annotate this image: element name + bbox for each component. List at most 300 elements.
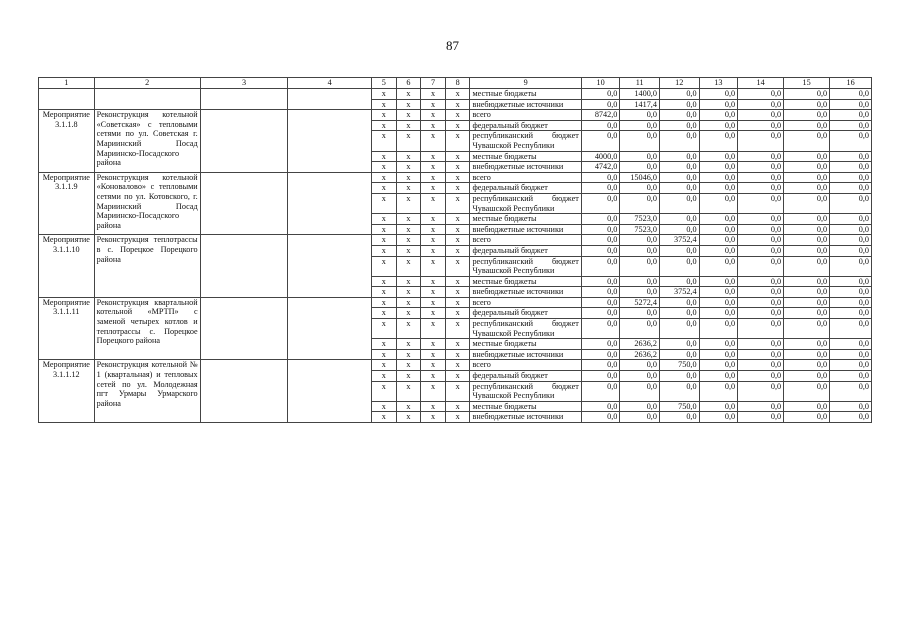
funding-source-cell: республиканский бюджет Чувашской Республики: [470, 193, 581, 213]
funding-source-cell: федеральный бюджет: [470, 371, 581, 382]
amount-cell: 0,0: [830, 308, 872, 319]
amount-cell: 0,0: [659, 381, 699, 401]
amount-cell: 0,0: [581, 256, 620, 276]
activity-cell: Мероприятие 3.1.1.8: [39, 110, 95, 173]
amount-cell: 0,0: [738, 131, 784, 151]
amount-cell: 0,0: [581, 245, 620, 256]
amount-cell: 0,0: [699, 308, 738, 319]
amount-cell: 0,0: [581, 412, 620, 423]
code-cell: x: [396, 151, 421, 162]
amount-cell: 0,0: [738, 120, 784, 131]
amount-cell: 0,0: [581, 89, 620, 100]
amount-cell: 0,0: [738, 256, 784, 276]
amount-cell: 0,0: [784, 401, 830, 412]
table-row: [39, 89, 872, 100]
code-cell: x: [445, 349, 470, 360]
code-cell: x: [371, 339, 396, 350]
amount-cell: 0,0: [699, 120, 738, 131]
amount-cell: 0,0: [738, 381, 784, 401]
code-cell: x: [396, 401, 421, 412]
description-cell: Реконструкция котельной № 1 (квартальная) и тепловых сетей по ул. Молодежная пгт Урмары Урмарского района: [94, 360, 200, 423]
code-cell: x: [445, 319, 470, 339]
code-cell: x: [396, 297, 421, 308]
page-number: 87: [446, 38, 459, 53]
amount-cell: 0,0: [784, 297, 830, 308]
amount-cell: 0,0: [699, 193, 738, 213]
amount-cell: 0,0: [699, 245, 738, 256]
code-cell: x: [371, 183, 396, 194]
empty-cell: [288, 110, 372, 173]
code-cell: x: [421, 235, 446, 246]
code-cell: x: [396, 172, 421, 183]
column-header: 9: [470, 78, 581, 89]
amount-cell: 0,0: [699, 287, 738, 298]
code-cell: x: [421, 89, 446, 100]
amount-cell: 0,0: [699, 99, 738, 110]
amount-cell: 0,0: [620, 235, 660, 246]
code-cell: x: [396, 276, 421, 287]
column-header: 8: [445, 78, 470, 89]
amount-cell: 0,0: [659, 256, 699, 276]
code-cell: x: [396, 308, 421, 319]
amount-cell: 0,0: [659, 110, 699, 121]
amount-cell: 3752,4: [659, 287, 699, 298]
amount-cell: 0,0: [784, 172, 830, 183]
amount-cell: 0,0: [784, 308, 830, 319]
code-cell: x: [445, 276, 470, 287]
amount-cell: 0,0: [738, 360, 784, 371]
amount-cell: 0,0: [830, 245, 872, 256]
amount-cell: 0,0: [738, 214, 784, 225]
amount-cell: 0,0: [581, 224, 620, 235]
amount-cell: 0,0: [738, 287, 784, 298]
table-header-row: [39, 78, 872, 89]
amount-cell: 0,0: [659, 172, 699, 183]
code-cell: x: [396, 214, 421, 225]
description-cell: Реконструкция теплотрассы в с. Порецкое Порецкого района: [94, 235, 200, 298]
amount-cell: 0,0: [738, 172, 784, 183]
amount-cell: 5272,4: [620, 297, 660, 308]
code-cell: x: [371, 193, 396, 213]
funding-source-cell: всего: [470, 360, 581, 371]
amount-cell: 0,0: [659, 214, 699, 225]
amount-cell: 0,0: [620, 110, 660, 121]
code-cell: x: [421, 339, 446, 350]
amount-cell: 1400,0: [620, 89, 660, 100]
funding-source-cell: республиканский бюджет Чувашской Республики: [470, 319, 581, 339]
code-cell: x: [421, 151, 446, 162]
code-cell: x: [445, 172, 470, 183]
code-cell: x: [445, 381, 470, 401]
amount-cell: 0,0: [830, 360, 872, 371]
code-cell: x: [421, 131, 446, 151]
empty-cell: [200, 235, 288, 298]
amount-cell: 0,0: [659, 297, 699, 308]
code-cell: x: [371, 276, 396, 287]
amount-cell: 1417,4: [620, 99, 660, 110]
code-cell: x: [396, 256, 421, 276]
code-cell: x: [371, 245, 396, 256]
amount-cell: 0,0: [830, 276, 872, 287]
code-cell: x: [396, 339, 421, 350]
column-header: 13: [699, 78, 738, 89]
amount-cell: 750,0: [659, 360, 699, 371]
column-header: 15: [784, 78, 830, 89]
amount-cell: 0,0: [784, 193, 830, 213]
code-cell: x: [396, 412, 421, 423]
amount-cell: 0,0: [830, 110, 872, 121]
amount-cell: 0,0: [784, 110, 830, 121]
code-cell: x: [396, 224, 421, 235]
amount-cell: 2636,2: [620, 349, 660, 360]
code-cell: x: [396, 235, 421, 246]
funding-source-cell: местные бюджеты: [470, 339, 581, 350]
code-cell: x: [421, 99, 446, 110]
amount-cell: 0,0: [581, 381, 620, 401]
amount-cell: 0,0: [581, 276, 620, 287]
amount-cell: 0,0: [738, 162, 784, 173]
amount-cell: 0,0: [699, 360, 738, 371]
amount-cell: 0,0: [738, 151, 784, 162]
amount-cell: 750,0: [659, 401, 699, 412]
code-cell: x: [421, 276, 446, 287]
amount-cell: 0,0: [659, 319, 699, 339]
code-cell: x: [445, 256, 470, 276]
code-cell: x: [371, 349, 396, 360]
code-cell: x: [371, 235, 396, 246]
amount-cell: 0,0: [784, 319, 830, 339]
code-cell: x: [371, 131, 396, 151]
code-cell: x: [421, 308, 446, 319]
code-cell: x: [396, 99, 421, 110]
code-cell: x: [396, 381, 421, 401]
code-cell: x: [371, 412, 396, 423]
code-cell: x: [445, 245, 470, 256]
amount-cell: 0,0: [699, 256, 738, 276]
amount-cell: 0,0: [581, 339, 620, 350]
code-cell: x: [421, 381, 446, 401]
amount-cell: 0,0: [699, 297, 738, 308]
amount-cell: 0,0: [830, 256, 872, 276]
code-cell: x: [445, 89, 470, 100]
code-cell: x: [445, 235, 470, 246]
amount-cell: 7523,0: [620, 214, 660, 225]
code-cell: x: [396, 110, 421, 121]
amount-cell: 0,0: [581, 235, 620, 246]
code-cell: x: [371, 162, 396, 173]
amount-cell: 7523,0: [620, 224, 660, 235]
amount-cell: 0,0: [830, 401, 872, 412]
activity-cell: [39, 89, 95, 110]
funding-source-cell: всего: [470, 110, 581, 121]
column-header: 12: [659, 78, 699, 89]
amount-cell: 0,0: [620, 245, 660, 256]
funding-source-cell: республиканский бюджет Чувашской Республики: [470, 381, 581, 401]
amount-cell: 0,0: [620, 256, 660, 276]
amount-cell: 0,0: [620, 131, 660, 151]
amount-cell: 0,0: [581, 308, 620, 319]
amount-cell: 0,0: [830, 120, 872, 131]
description-cell: Реконструкция квартальной котельной «МРТП» с заменой четырех котлов и теплотрассы с. Порецкое Порецкого района: [94, 297, 200, 360]
column-header: 1: [39, 78, 95, 89]
column-header: 5: [371, 78, 396, 89]
amount-cell: 0,0: [699, 110, 738, 121]
code-cell: x: [445, 193, 470, 213]
amount-cell: 0,0: [784, 360, 830, 371]
funding-source-cell: федеральный бюджет: [470, 183, 581, 194]
code-cell: x: [445, 287, 470, 298]
amount-cell: 0,0: [738, 339, 784, 350]
column-header: 3: [200, 78, 288, 89]
amount-cell: 0,0: [620, 371, 660, 382]
code-cell: x: [445, 183, 470, 194]
amount-cell: 0,0: [620, 162, 660, 173]
code-cell: x: [371, 401, 396, 412]
amount-cell: 0,0: [699, 89, 738, 100]
amount-cell: 0,0: [659, 162, 699, 173]
amount-cell: 0,0: [659, 276, 699, 287]
code-cell: x: [445, 297, 470, 308]
amount-cell: 0,0: [738, 245, 784, 256]
amount-cell: 0,0: [620, 319, 660, 339]
code-cell: x: [445, 360, 470, 371]
amount-cell: 15046,0: [620, 172, 660, 183]
activity-cell: Мероприятие 3.1.1.10: [39, 235, 95, 298]
funding-source-cell: всего: [470, 235, 581, 246]
empty-cell: [288, 297, 372, 360]
code-cell: x: [421, 120, 446, 131]
amount-cell: 0,0: [699, 401, 738, 412]
amount-cell: 0,0: [581, 183, 620, 194]
code-cell: x: [421, 287, 446, 298]
amount-cell: 0,0: [620, 412, 660, 423]
funding-source-cell: местные бюджеты: [470, 214, 581, 225]
amount-cell: 0,0: [784, 349, 830, 360]
amount-cell: 0,0: [659, 371, 699, 382]
amount-cell: 0,0: [699, 381, 738, 401]
amount-cell: 0,0: [659, 308, 699, 319]
amount-cell: 0,0: [659, 99, 699, 110]
amount-cell: 0,0: [620, 276, 660, 287]
code-cell: x: [371, 89, 396, 100]
column-header: 11: [620, 78, 660, 89]
amount-cell: 0,0: [620, 401, 660, 412]
amount-cell: 0,0: [659, 89, 699, 100]
code-cell: x: [421, 401, 446, 412]
empty-cell: [288, 172, 372, 235]
amount-cell: 0,0: [699, 235, 738, 246]
code-cell: x: [421, 193, 446, 213]
code-cell: x: [445, 162, 470, 173]
funding-source-cell: внебюджетные источники: [470, 162, 581, 173]
column-header: 4: [288, 78, 372, 89]
amount-cell: 0,0: [784, 99, 830, 110]
code-cell: x: [371, 214, 396, 225]
amount-cell: 0,0: [784, 276, 830, 287]
amount-cell: 0,0: [699, 214, 738, 225]
amount-cell: 0,0: [830, 339, 872, 350]
amount-cell: 0,0: [581, 360, 620, 371]
amount-cell: 0,0: [620, 151, 660, 162]
empty-cell: [288, 235, 372, 298]
funding-source-cell: внебюджетные источники: [470, 224, 581, 235]
amount-cell: 0,0: [738, 235, 784, 246]
empty-cell: [288, 89, 372, 110]
code-cell: x: [421, 172, 446, 183]
code-cell: x: [371, 120, 396, 131]
amount-cell: 0,0: [830, 224, 872, 235]
code-cell: x: [396, 120, 421, 131]
code-cell: x: [421, 245, 446, 256]
code-cell: x: [396, 360, 421, 371]
empty-cell: [200, 89, 288, 110]
code-cell: x: [445, 99, 470, 110]
amount-cell: 0,0: [738, 371, 784, 382]
code-cell: x: [396, 183, 421, 194]
funding-source-cell: всего: [470, 297, 581, 308]
funding-source-cell: республиканский бюджет Чувашской Республики: [470, 131, 581, 151]
funding-source-cell: местные бюджеты: [470, 151, 581, 162]
column-header: 6: [396, 78, 421, 89]
amount-cell: 0,0: [581, 287, 620, 298]
amount-cell: 0,0: [699, 371, 738, 382]
amount-cell: 0,0: [784, 381, 830, 401]
amount-cell: 0,0: [620, 120, 660, 131]
code-cell: x: [396, 162, 421, 173]
code-cell: x: [421, 214, 446, 225]
amount-cell: 0,0: [738, 412, 784, 423]
amount-cell: 0,0: [659, 151, 699, 162]
activity-cell: Мероприятие 3.1.1.9: [39, 172, 95, 235]
code-cell: x: [445, 412, 470, 423]
table-row: [39, 360, 872, 371]
amount-cell: 0,0: [620, 308, 660, 319]
amount-cell: 0,0: [659, 412, 699, 423]
table-row: [39, 297, 872, 308]
amount-cell: 0,0: [581, 120, 620, 131]
amount-cell: 0,0: [699, 131, 738, 151]
amount-cell: 0,0: [830, 89, 872, 100]
amount-cell: 0,0: [699, 172, 738, 183]
amount-cell: 0,0: [784, 131, 830, 151]
code-cell: x: [445, 131, 470, 151]
amount-cell: 0,0: [830, 172, 872, 183]
funding-source-cell: местные бюджеты: [470, 276, 581, 287]
amount-cell: 0,0: [830, 235, 872, 246]
amount-cell: 0,0: [581, 297, 620, 308]
amount-cell: 4000,0: [581, 151, 620, 162]
column-header: 10: [581, 78, 620, 89]
amount-cell: 0,0: [659, 193, 699, 213]
code-cell: x: [371, 287, 396, 298]
code-cell: x: [396, 319, 421, 339]
funding-source-cell: федеральный бюджет: [470, 120, 581, 131]
code-cell: x: [421, 319, 446, 339]
amount-cell: 0,0: [784, 183, 830, 194]
amount-cell: 0,0: [659, 120, 699, 131]
amount-cell: 0,0: [784, 287, 830, 298]
amount-cell: 0,0: [784, 214, 830, 225]
amount-cell: 0,0: [699, 349, 738, 360]
code-cell: x: [445, 308, 470, 319]
funding-source-cell: федеральный бюджет: [470, 245, 581, 256]
amount-cell: 0,0: [830, 371, 872, 382]
amount-cell: 0,0: [699, 183, 738, 194]
amount-cell: 0,0: [581, 401, 620, 412]
amount-cell: 0,0: [659, 183, 699, 194]
code-cell: x: [421, 110, 446, 121]
code-cell: x: [445, 214, 470, 225]
amount-cell: 0,0: [830, 151, 872, 162]
amount-cell: 0,0: [581, 319, 620, 339]
amount-cell: 0,0: [581, 99, 620, 110]
funding-source-cell: внебюджетные источники: [470, 287, 581, 298]
amount-cell: 0,0: [581, 349, 620, 360]
amount-cell: 0,0: [581, 193, 620, 213]
code-cell: x: [421, 183, 446, 194]
amount-cell: 2636,2: [620, 339, 660, 350]
funding-source-cell: республиканский бюджет Чувашской Республики: [470, 256, 581, 276]
code-cell: x: [371, 360, 396, 371]
code-cell: x: [396, 89, 421, 100]
code-cell: x: [371, 297, 396, 308]
amount-cell: 8742,0: [581, 110, 620, 121]
amount-cell: 0,0: [620, 193, 660, 213]
amount-cell: 0,0: [784, 162, 830, 173]
code-cell: x: [371, 256, 396, 276]
funding-source-cell: всего: [470, 172, 581, 183]
amount-cell: 0,0: [830, 214, 872, 225]
code-cell: x: [421, 360, 446, 371]
budget-table: [38, 77, 872, 423]
code-cell: x: [371, 224, 396, 235]
activity-cell: Мероприятие 3.1.1.12: [39, 360, 95, 423]
code-cell: x: [445, 151, 470, 162]
amount-cell: 0,0: [581, 371, 620, 382]
funding-source-cell: внебюджетные источники: [470, 349, 581, 360]
amount-cell: 0,0: [738, 89, 784, 100]
amount-cell: 0,0: [699, 412, 738, 423]
code-cell: x: [371, 99, 396, 110]
code-cell: x: [371, 151, 396, 162]
funding-source-cell: внебюджетные источники: [470, 412, 581, 423]
funding-source-cell: местные бюджеты: [470, 401, 581, 412]
amount-cell: 0,0: [784, 151, 830, 162]
empty-cell: [200, 110, 288, 173]
amount-cell: 0,0: [784, 256, 830, 276]
column-header: 16: [830, 78, 872, 89]
code-cell: x: [421, 224, 446, 235]
code-cell: x: [396, 245, 421, 256]
amount-cell: 0,0: [659, 224, 699, 235]
code-cell: x: [396, 287, 421, 298]
column-header: 14: [738, 78, 784, 89]
amount-cell: 0,0: [699, 151, 738, 162]
amount-cell: 0,0: [738, 349, 784, 360]
amount-cell: 0,0: [830, 99, 872, 110]
code-cell: x: [396, 371, 421, 382]
amount-cell: 0,0: [699, 339, 738, 350]
amount-cell: 0,0: [738, 319, 784, 339]
code-cell: x: [371, 308, 396, 319]
amount-cell: 0,0: [830, 287, 872, 298]
amount-cell: 0,0: [738, 99, 784, 110]
amount-cell: 0,0: [830, 381, 872, 401]
code-cell: x: [445, 371, 470, 382]
code-cell: x: [396, 193, 421, 213]
amount-cell: 0,0: [738, 110, 784, 121]
amount-cell: 0,0: [659, 131, 699, 151]
